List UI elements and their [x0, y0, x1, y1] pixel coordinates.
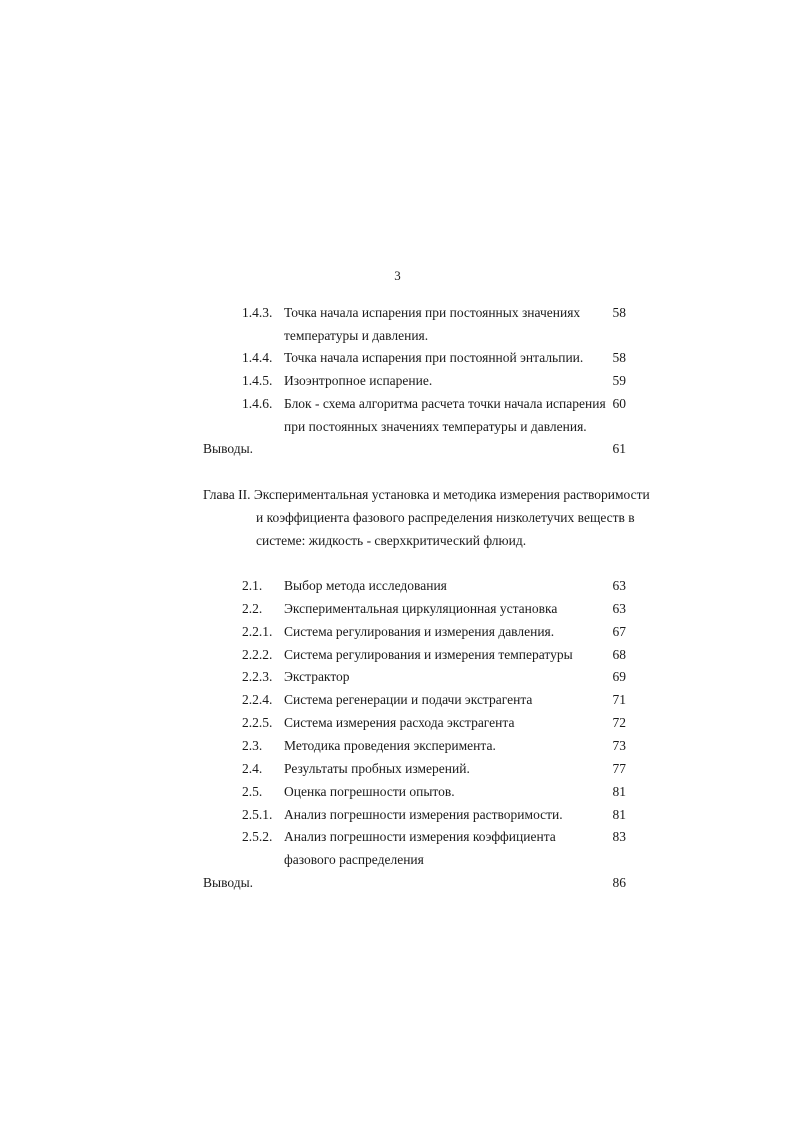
toc-entry-title: Анализ погрешности измерения растворимости.	[284, 807, 563, 822]
toc-entry-title: Система регулирования и измерения температуры	[284, 647, 573, 662]
toc-entry-number: 2.2.	[242, 601, 263, 616]
toc-conclusions-label: Выводы.	[203, 875, 254, 890]
toc-entry-title: Экспериментальная циркуляционная установка	[284, 601, 558, 616]
toc-entry-title-continuation: фазового распределения	[284, 852, 424, 867]
toc-entry-title: Изоэнтропное испарение.	[284, 373, 433, 388]
toc-conclusions-label: Выводы.	[203, 441, 254, 456]
toc-entry-number: 2.2.2.	[242, 647, 273, 662]
toc-entry-number: 2.5.2.	[242, 829, 273, 844]
toc-entry-title: Методика проведения эксперимента.	[284, 738, 496, 753]
toc-entry-page: 81	[612, 807, 626, 822]
toc-entry-page: 83	[612, 829, 626, 844]
toc-entry-page: 67	[612, 624, 626, 639]
chapter-2-heading-line: системе: жидкость - сверхкритический флюид.	[256, 533, 527, 548]
toc-entry-page: 71	[612, 692, 626, 707]
toc-entry-number: 2.1.	[242, 578, 263, 593]
toc-entry-title: Выбор метода исследования	[284, 578, 447, 593]
toc-entry-title: Блок - схема алгоритма расчета точки начала испарения	[284, 396, 606, 411]
toc-conclusions-page: 61	[612, 441, 626, 456]
toc-entry-title-continuation: при постоянных значениях температуры и давления.	[284, 419, 587, 434]
toc-entry-number: 2.4.	[242, 761, 263, 776]
toc-entry-title: Точка начала испарения при постоянной энтальпии.	[284, 350, 584, 365]
toc-entry-title: Система регенерации и подачи экстрагента	[284, 692, 533, 707]
toc-entry-number: 1.4.3.	[242, 305, 273, 320]
toc-entry-number: 2.2.4.	[242, 692, 273, 707]
chapter-2-heading-line: и коэффициента фазового распределения низколетучих веществ в	[256, 510, 635, 525]
toc-entry-page: 58	[612, 305, 626, 320]
toc-entry-number: 2.3.	[242, 738, 263, 753]
toc-entry-title: Экстрактор	[284, 669, 350, 684]
toc-entry-page: 68	[612, 647, 626, 662]
toc-entry-page: 77	[612, 761, 626, 776]
toc-entry-page: 60	[612, 396, 626, 411]
toc-entry-number: 1.4.5.	[242, 373, 273, 388]
toc-entry-page: 59	[612, 373, 626, 388]
toc-conclusions-page: 86	[612, 875, 626, 890]
chapter-2-heading-line: Глава II. Экспериментальная установка и методика измерения растворимости	[203, 487, 650, 502]
toc-entry-title: Оценка погрешности опытов.	[284, 784, 455, 799]
toc-entry-page: 81	[612, 784, 626, 799]
toc-entry-number: 2.5.	[242, 784, 263, 799]
toc-entry-title: Система измерения расхода экстрагента	[284, 715, 515, 730]
toc-entry-page: 58	[612, 350, 626, 365]
toc-entry-number: 1.4.6.	[242, 396, 273, 411]
page-number: 3	[394, 268, 401, 283]
toc-entry-page: 69	[612, 669, 626, 684]
toc-entry-number: 2.2.1.	[242, 624, 273, 639]
toc-entry-title-continuation: температуры и давления.	[284, 328, 429, 343]
toc-entry-title: Система регулирования и измерения давления.	[284, 624, 555, 639]
toc-entry-page: 63	[612, 578, 626, 593]
toc-entry-number: 1.4.4.	[242, 350, 273, 365]
toc-entry-page: 72	[612, 715, 626, 730]
toc-entry-title: Анализ погрешности измерения коэффициента	[284, 829, 556, 844]
toc-entry-number: 2.2.3.	[242, 669, 273, 684]
toc-entry-page: 73	[612, 738, 626, 753]
toc-entry-number: 2.5.1.	[242, 807, 273, 822]
toc-entry-title: Результаты пробных измерений.	[284, 761, 470, 776]
toc-entry-page: 63	[612, 601, 626, 616]
toc-entry-title: Точка начала испарения при постоянных значениях	[284, 305, 581, 320]
toc-entry-number: 2.2.5.	[242, 715, 273, 730]
